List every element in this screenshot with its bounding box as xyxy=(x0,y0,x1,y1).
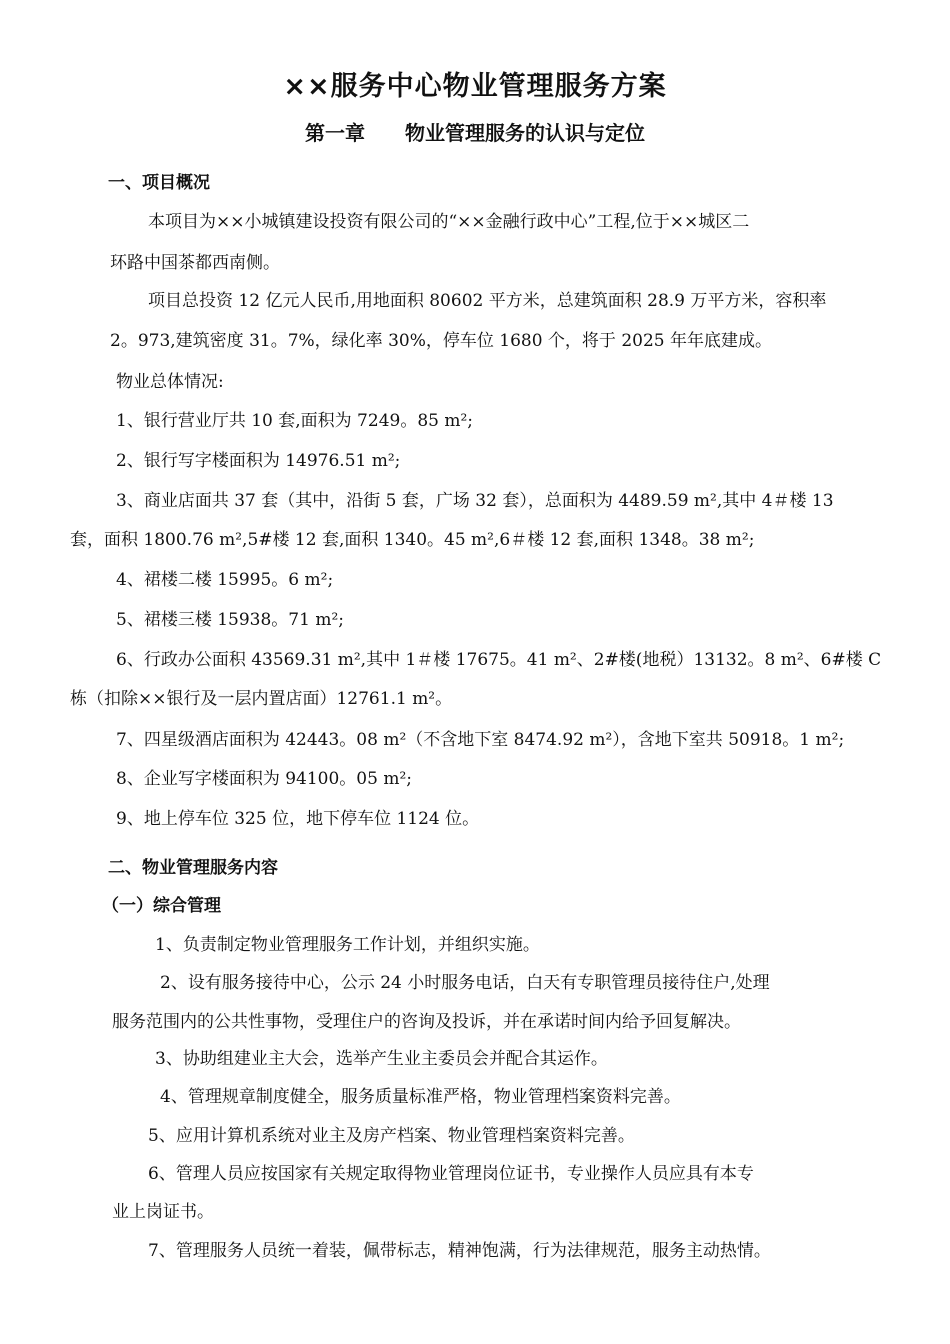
service-item-reception-line-1: 2、设有服务接待中心，公示 24 小时服务电话，白天有专职管理员接待住户,处理 xyxy=(160,973,770,993)
list-item-shops-line-2: 套，面积 1800.76 m²,5#楼 12 套,面积 1340。45 m²,6＃楼 12 套,面积 1348。38 m²; xyxy=(70,530,755,550)
service-item-certificates-line-2: 业上岗证书。 xyxy=(112,1202,214,1222)
investment-paragraph-line-1: 项目总投资 12 亿元人民币,用地面积 80602 平方米，总建筑面积 28.9 万平方米，容积率 xyxy=(148,291,827,311)
list-item-admin-office-line-1: 6、行政办公面积 43569.31 m²,其中 1＃楼 17675。41 m²、2#楼(地税）13132。8 m²、6#楼 C xyxy=(116,650,882,670)
service-item-uniform: 7、管理服务人员统一着装，佩带标志，精神饱满，行为法律规范，服务主动热情。 xyxy=(148,1241,771,1261)
service-item-owners-assembly: 3、协助组建业主大会，选举产生业主委员会并配合其运作。 xyxy=(155,1049,608,1069)
list-item-hotel: 7、四星级酒店面积为 42443。08 m²（不含地下室 8474.92 m²），含地下室共 50918。1 m²; xyxy=(116,730,845,750)
list-item-podium-2f: 4、裙楼二楼 15995。6 m²; xyxy=(116,570,334,590)
subsection-heading-general-management: （一）综合管理 xyxy=(102,896,221,916)
list-item-podium-3f: 5、裙楼三楼 15938。71 m²; xyxy=(116,610,344,630)
list-item-shops-line-1: 3、商业店面共 37 套（其中，沿街 5 套，广场 32 套），总面积为 4489.59 m²,其中 4＃楼 13 xyxy=(116,491,834,511)
service-item-computer-system: 5、应用计算机系统对业主及房产档案、物业管理档案资料完善。 xyxy=(148,1126,635,1146)
investment-paragraph-line-2: 2。973,建筑密度 31。7%，绿化率 30%，停车位 1680 个，将于 2025 年年底建成。 xyxy=(110,331,773,351)
section-heading-service-content: 二、物业管理服务内容 xyxy=(108,858,278,878)
list-item-admin-office-line-2: 栋（扣除××银行及一层内置店面）12761.1 m²。 xyxy=(70,689,453,709)
list-item-bank-office: 2、银行写字楼面积为 14976.51 m²; xyxy=(116,451,401,471)
chapter-title: 第一章 物业管理服务的认识与定位 xyxy=(305,121,645,145)
list-item-enterprise-office: 8、企业写字楼面积为 94100。05 m²; xyxy=(116,769,412,789)
intro-paragraph-line-1: 本项目为××小城镇建设投资有限公司的“××金融行政中心”工程,位于××城区二 xyxy=(148,212,750,232)
service-item-certificates-line-1: 6、管理人员应按国家有关规定取得物业管理岗位证书，专业操作人员应具有本专 xyxy=(148,1164,754,1184)
intro-paragraph-line-2: 环路中国茶都西南侧。 xyxy=(110,253,280,273)
section-heading-project-overview: 一、项目概况 xyxy=(108,173,210,193)
service-item-plan: 1、负责制定物业管理服务工作计划，并组织实施。 xyxy=(155,935,540,955)
service-item-regulations: 4、管理规章制度健全，服务质量标准严格，物业管理档案资料完善。 xyxy=(160,1087,681,1107)
service-item-reception-line-2: 服务范围内的公共性事物，受理住户的咨询及投诉，并在承诺时间内给予回复解决。 xyxy=(112,1012,741,1032)
overview-label: 物业总体情况: xyxy=(116,372,224,392)
document-title: ××服务中心物业管理服务方案 xyxy=(283,71,667,102)
list-item-bank-hall: 1、银行营业厅共 10 套,面积为 7249。85 m²; xyxy=(116,411,474,431)
list-item-parking: 9、地上停车位 325 位，地下停车位 1124 位。 xyxy=(116,809,480,829)
